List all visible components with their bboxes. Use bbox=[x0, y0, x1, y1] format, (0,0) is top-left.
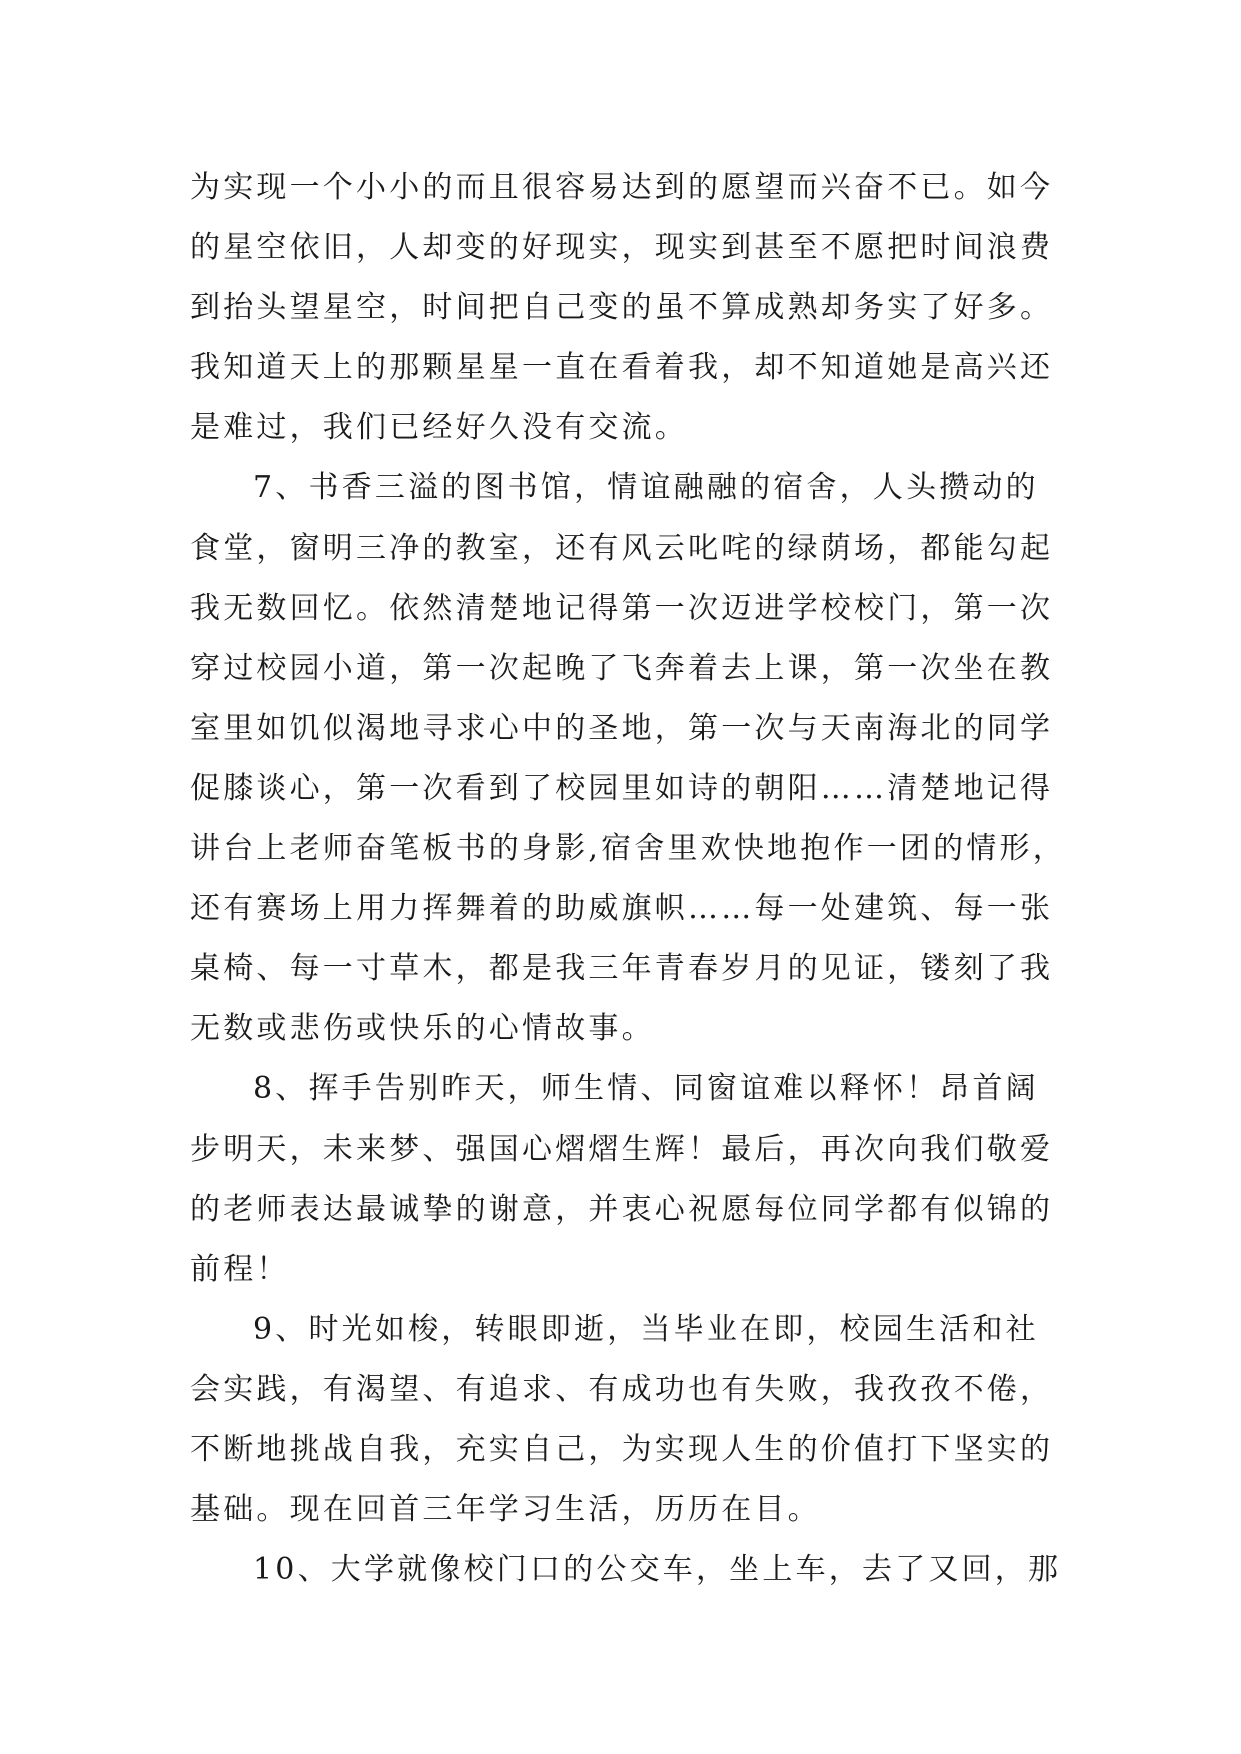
text-line: 到抬头望星空，时间把自己变的虽不算成熟却务实了好多。 bbox=[190, 290, 1054, 326]
paragraph-10-start: 10、大学就像校门口的公交车，坐上车，去了又回，那 bbox=[253, 1552, 1062, 1588]
text-line: 不断地挑战自我，充实自己，为实现人生的价值打下坚实的 bbox=[190, 1431, 1054, 1467]
text-line: 是难过，我们已经好久没有交流。 bbox=[190, 410, 688, 446]
text-line: 桌椅、每一寸草木，都是我三年青春岁月的见证，镂刻了我 bbox=[190, 951, 1054, 987]
text-line: 步明天，未来梦、强国心熠熠生辉！最后，再次向我们敬爱 bbox=[190, 1131, 1054, 1167]
paragraph-7-start: 7、书香三溢的图书馆，情谊融融的宿舍，人头攒动的 bbox=[253, 470, 1039, 506]
text-line: 前程！ bbox=[190, 1251, 290, 1287]
text-line: 食堂，窗明三净的教室，还有风云叱咤的绿荫场，都能勾起 bbox=[190, 530, 1054, 566]
text-line: 无数或悲伤或快乐的心情故事。 bbox=[190, 1011, 655, 1047]
text-line: 讲台上老师奋笔板书的身影,宿舍里欢快地抱作一团的情形， bbox=[190, 831, 1066, 867]
body-text bbox=[190, 158, 1070, 1600]
text-line: 的星空依旧，人却变的好现实，现实到甚至不愿把时间浪费 bbox=[190, 230, 1054, 266]
text-line: 基础。现在回首三年学习生活，历历在目。 bbox=[190, 1492, 821, 1528]
text-line: 为实现一个小小的而且很容易达到的愿望而兴奋不已。如今 bbox=[190, 170, 1054, 205]
text-line: 我无数回忆。依然清楚地记得第一次迈进学校校门，第一次 bbox=[190, 590, 1054, 626]
text-line: 穿过校园小道，第一次起晚了飞奔着去上课，第一次坐在教 bbox=[190, 650, 1054, 686]
paragraph-8-start: 8、挥手告别昨天，师生情、同窗谊难以释怀！昂首阔 bbox=[253, 1071, 1039, 1107]
paragraph-9-start: 9、时光如梭，转眼即逝，当毕业在即，校园生活和社 bbox=[253, 1311, 1039, 1347]
text-line: 促膝谈心，第一次看到了校园里如诗的朝阳……清楚地记得 bbox=[190, 770, 1054, 806]
text-line: 的老师表达最诚挚的谢意，并衷心祝愿每位同学都有似锦的 bbox=[190, 1191, 1054, 1227]
text-line: 还有赛场上用力挥舞着的助威旗帜……每一处建筑、每一张 bbox=[190, 891, 1054, 927]
text-line: 我知道天上的那颗星星一直在看着我，却不知道她是高兴还 bbox=[190, 350, 1054, 386]
text-line: 会实践，有渴望、有追求、有成功也有失败，我孜孜不倦， bbox=[190, 1371, 1054, 1407]
text-line: 室里如饥似渴地寻求心中的圣地，第一次与天南海北的同学 bbox=[190, 710, 1054, 746]
